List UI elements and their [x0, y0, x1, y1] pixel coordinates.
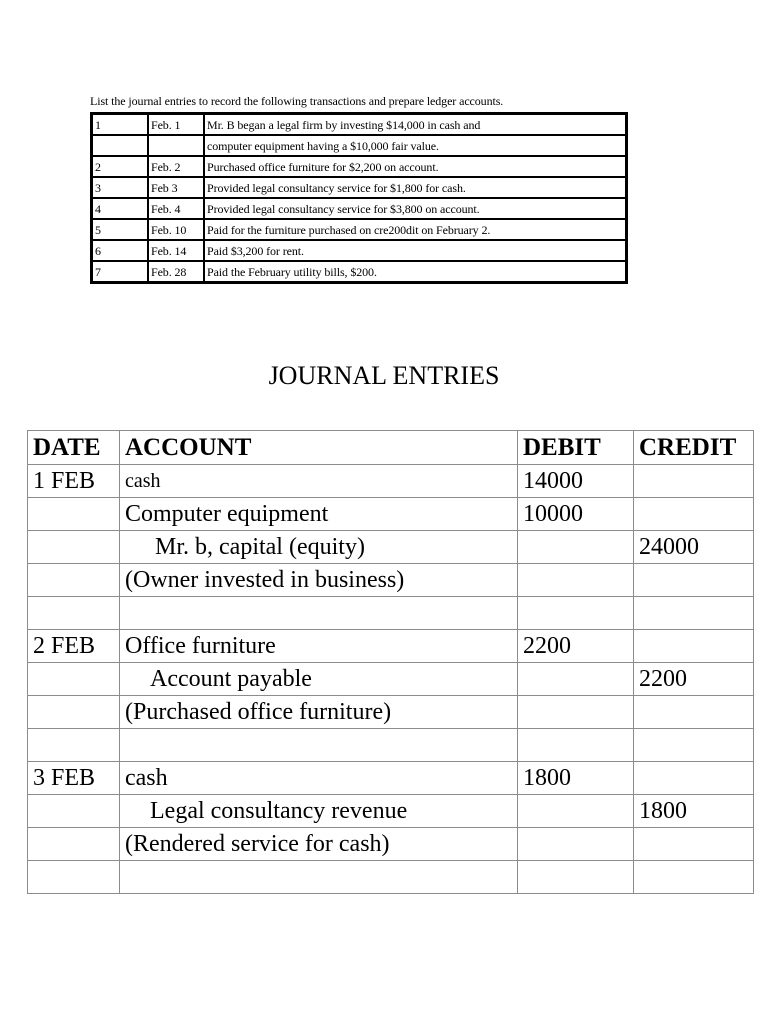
- journal-row: [28, 828, 754, 861]
- journal-table: [27, 430, 754, 894]
- transaction-date: Feb 3: [148, 177, 204, 198]
- entry-account: cash: [120, 465, 518, 498]
- entry-debit: 14000: [518, 465, 634, 498]
- transaction-number: 7: [92, 261, 148, 282]
- entry-account: [120, 597, 518, 630]
- transaction-date: Feb. 4: [148, 198, 204, 219]
- entry-debit: [518, 531, 634, 564]
- entry-debit: [518, 564, 634, 597]
- transaction-description: Provided legal consultancy service for $3,800 on account.: [204, 198, 626, 219]
- entry-date: [28, 828, 120, 861]
- entry-account: Legal consultancy revenue: [120, 795, 518, 828]
- entry-credit: 24000: [634, 531, 754, 564]
- transaction-number: 6: [92, 240, 148, 261]
- journal-title: JOURNAL ENTRIES: [268, 361, 500, 390]
- table-row: [92, 156, 626, 177]
- transaction-date: Feb. 14: [148, 240, 204, 261]
- entry-date: 1 FEB: [28, 465, 120, 498]
- transaction-number: [92, 135, 148, 156]
- journal-row: [28, 795, 754, 828]
- transaction-date: Feb. 10: [148, 219, 204, 240]
- transaction-description: Paid the February utility bills, $200.: [204, 261, 626, 282]
- transaction-description: Provided legal consultancy service for $1,800 for cash.: [204, 177, 626, 198]
- journal-row: [28, 729, 754, 762]
- transaction-number: 3: [92, 177, 148, 198]
- journal-row: [28, 696, 754, 729]
- header-account: ACCOUNT: [120, 431, 518, 465]
- entry-debit: [518, 696, 634, 729]
- entry-date: [28, 861, 120, 894]
- entry-credit: [634, 696, 754, 729]
- transaction-description: Paid for the furniture purchased on cre200dit on February 2.: [204, 219, 626, 240]
- transaction-date: [148, 135, 204, 156]
- header-debit: DEBIT: [518, 431, 634, 465]
- journal-row: [28, 597, 754, 630]
- entry-date: [28, 531, 120, 564]
- entry-credit: [634, 861, 754, 894]
- entry-account: Mr. b, capital (equity): [120, 531, 518, 564]
- entry-debit: 1800: [518, 762, 634, 795]
- transaction-date: Feb. 28: [148, 261, 204, 282]
- entry-account: [120, 861, 518, 894]
- journal-row: [28, 663, 754, 696]
- entry-date: [28, 597, 120, 630]
- entry-date: [28, 663, 120, 696]
- journal-row: [28, 762, 754, 795]
- table-row: [92, 219, 626, 240]
- entry-date: [28, 696, 120, 729]
- table-row: [92, 135, 626, 156]
- transaction-description: Purchased office furniture for $2,200 on account.: [204, 156, 626, 177]
- entry-credit: 1800: [634, 795, 754, 828]
- journal-row: [28, 498, 754, 531]
- entry-debit: [518, 828, 634, 861]
- entry-credit: [634, 729, 754, 762]
- entry-date: 2 FEB: [28, 630, 120, 663]
- transaction-number: 2: [92, 156, 148, 177]
- journal-row: [28, 861, 754, 894]
- transaction-number: 1: [92, 114, 148, 135]
- transaction-number: 5: [92, 219, 148, 240]
- entry-debit: [518, 861, 634, 894]
- journal-row: [28, 564, 754, 597]
- transaction-description: Paid $3,200 for rent.: [204, 240, 626, 261]
- table-row: [92, 177, 626, 198]
- journal-header-row: [28, 431, 754, 465]
- table-row: [92, 240, 626, 261]
- transaction-number: 4: [92, 198, 148, 219]
- journal-row: [28, 531, 754, 564]
- entry-debit: [518, 597, 634, 630]
- journal-row: [28, 465, 754, 498]
- entry-account: (Owner invested in business): [120, 564, 518, 597]
- entry-credit: [634, 828, 754, 861]
- transaction-date: Feb. 2: [148, 156, 204, 177]
- instructions-text: List the journal entries to record the following transactions and prepare ledger accounts.: [90, 94, 504, 108]
- entry-date: [28, 795, 120, 828]
- entry-credit: [634, 465, 754, 498]
- transaction-description: Mr. B began a legal firm by investing $14,000 in cash and: [204, 114, 626, 135]
- header-credit: CREDIT: [634, 431, 754, 465]
- entry-debit: [518, 663, 634, 696]
- entry-account: Account payable: [120, 663, 518, 696]
- header-date: DATE: [28, 431, 120, 465]
- journal-row: [28, 630, 754, 663]
- entry-credit: [634, 498, 754, 531]
- entry-account: cash: [120, 762, 518, 795]
- entry-account: (Rendered service for cash): [120, 828, 518, 861]
- entry-account: Office furniture: [120, 630, 518, 663]
- entry-debit: 10000: [518, 498, 634, 531]
- entry-credit: [634, 630, 754, 663]
- entry-debit: [518, 729, 634, 762]
- entry-date: [28, 498, 120, 531]
- entry-credit: 2200: [634, 663, 754, 696]
- entry-account: (Purchased office furniture): [120, 696, 518, 729]
- transaction-description: computer equipment having a $10,000 fair value.: [204, 135, 626, 156]
- table-row: [92, 261, 626, 282]
- table-row: [92, 198, 626, 219]
- entry-debit: [518, 795, 634, 828]
- entry-credit: [634, 564, 754, 597]
- table-row: [92, 114, 626, 135]
- entry-debit: 2200: [518, 630, 634, 663]
- entry-account: Computer equipment: [120, 498, 518, 531]
- entry-credit: [634, 762, 754, 795]
- entry-date: [28, 564, 120, 597]
- entry-account: [120, 729, 518, 762]
- transaction-date: Feb. 1: [148, 114, 204, 135]
- entry-credit: [634, 597, 754, 630]
- transactions-table: [90, 112, 628, 284]
- entry-date: 3 FEB: [28, 762, 120, 795]
- entry-date: [28, 729, 120, 762]
